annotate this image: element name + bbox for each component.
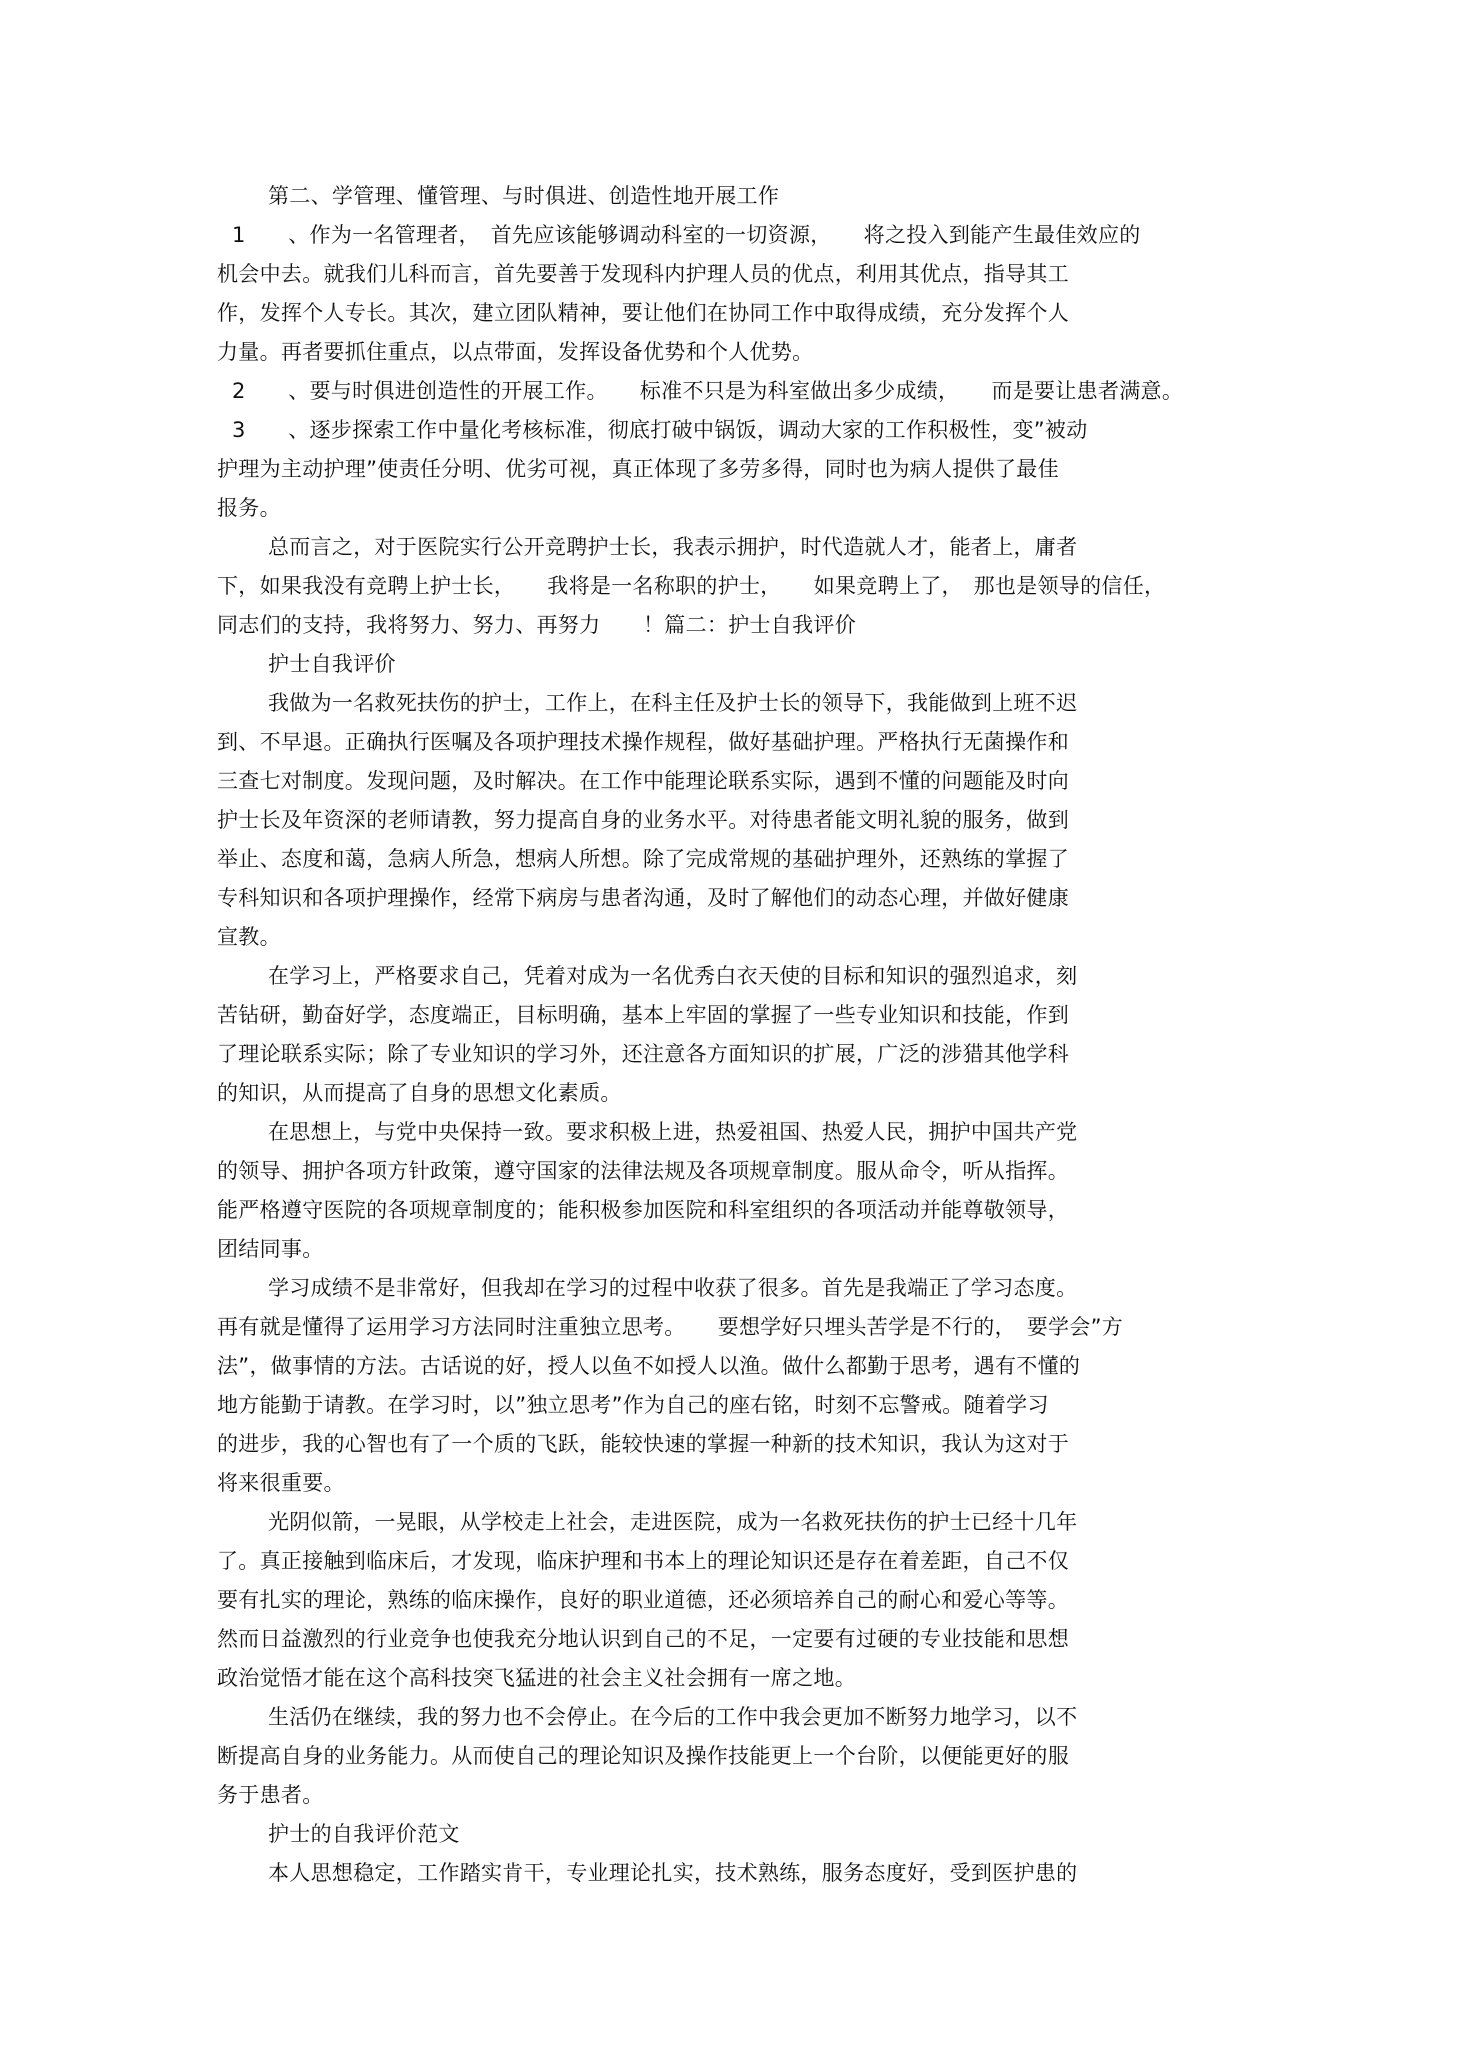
text-line: 的领导、拥护各项方针政策，遵守国家的法律法规及各项规章制度。服从命令，听从指挥。 xyxy=(217,1159,1069,1183)
text-line: 力量。再者要抓住重点，以点带面，发挥设备优势和个人优势。 xyxy=(217,340,814,364)
text-line: 报务。 xyxy=(217,496,281,520)
text-line: 然而日益激烈的行业竞争也使我充分地认识到自己的不足，一定要有过硬的专业技能和思想 xyxy=(217,1627,1069,1651)
text-line: 了理论联系实际；除了专业知识的学习外，还注意各方面知识的扩展，广泛的涉猎其他学科 xyxy=(217,1042,1069,1066)
text-line: 光阴似箭，一晃眼，从学校走上社会，走进医院，成为一名救死扶伤的护士已经十几年 xyxy=(268,1510,1078,1534)
text-line: 断提高自身的业务能力。从而使自己的理论知识及操作技能更上一个台阶，以便能更好的服 xyxy=(217,1744,1069,1768)
text-line: 2 、要与时俱进创造性的开展工作。 标准不只是为科室做出多少成绩， 而是要让患者满意。 xyxy=(232,379,1184,403)
text-line: 要有扎实的理论，熟练的临床操作，良好的职业道德，还必须培养自己的耐心和爱心等等。 xyxy=(217,1588,1069,1612)
text-line: 的进步，我的心智也有了一个质的飞跃，能较快速的掌握一种新的技术知识，我认为这对于 xyxy=(217,1432,1069,1456)
text-line: 三查七对制度。发现问题，及时解决。在工作中能理论联系实际，遇到不懂的问题能及时向 xyxy=(217,769,1069,793)
text-line: 宣教。 xyxy=(217,925,281,949)
text-line: 到、不早退。正确执行医嘱及各项护理技术操作规程，做好基础护理。严格执行无菌操作和 xyxy=(217,730,1069,754)
text-line: 本人思想稳定，工作踏实肯干，专业理论扎实，技术熟练，服务态度好，受到医护患的 xyxy=(268,1861,1078,1885)
text-line: 的知识，从而提高了自身的思想文化素质。 xyxy=(217,1081,622,1105)
text-line: 护理为主动护理”使责任分明、优劣可视，真正体现了多劳多得，同时也为病人提供了最佳 xyxy=(217,457,1059,481)
text-line: 举止、态度和蔼，急病人所急，想病人所想。除了完成常规的基础护理外，还熟练的掌握了 xyxy=(217,847,1069,871)
text-line: 机会中去。就我们儿科而言，首先要善于发现科内护理人员的优点，利用其优点，指导其工 xyxy=(217,262,1069,286)
text-line: 苦钻研，勤奋好学，态度端正，目标明确，基本上牢固的掌握了一些专业知识和技能，作到 xyxy=(217,1003,1069,1027)
text-line: 了。真正接触到临床后，才发现，临床护理和书本上的理论知识还是存在着差距，自己不仅 xyxy=(217,1549,1069,1573)
section-heading: 护士自我评价 xyxy=(268,652,396,676)
text-line: 政治觉悟才能在这个高科技突飞猛进的社会主义社会拥有一席之地。 xyxy=(217,1666,856,1690)
section-heading: 护士的自我评价范文 xyxy=(268,1822,460,1846)
text-line: 3 、逐步探索工作中量化考核标准，彻底打破中锅饭，调动大家的工作积极性，变”被动 xyxy=(232,418,1088,442)
text-line: 护士长及年资深的老师请教，努力提高自身的业务水平。对待患者能文明礼貌的服务，做到 xyxy=(217,808,1069,832)
text-line: 务于患者。 xyxy=(217,1783,324,1807)
text-line: 我做为一名救死扶伤的护士，工作上，在科主任及护士长的领导下，我能做到上班不迟 xyxy=(268,691,1078,715)
text-line: 生活仍在继续，我的努力也不会停止。在今后的工作中我会更加不断努力地学习，以不 xyxy=(268,1705,1078,1729)
text-line: 专科知识和各项护理操作，经常下病房与患者沟通，及时了解他们的动态心理，并做好健康 xyxy=(217,886,1069,910)
text-line: 再有就是懂得了运用学习方法同时注重独立思考。 要想学好只埋头苦学是不行的， 要学会”方 xyxy=(217,1315,1124,1339)
text-line: 能严格遵守医院的各项规章制度的；能积极参加医院和科室组织的各项活动并能尊敬领导， xyxy=(217,1198,1069,1222)
text-line: 将来很重要。 xyxy=(217,1471,345,1495)
text-line: 在学习上，严格要求自己，凭着对成为一名优秀白衣天使的目标和知识的强烈追求，刻 xyxy=(268,964,1078,988)
text-line: 1 、作为一名管理者， 首先应该能够调动科室的一切资源， 将之投入到能产生最佳效应的 xyxy=(232,223,1141,247)
text-line: 同志们的支持，我将努力、努力、再努力 ！篇二：护士自我评价 xyxy=(217,613,856,637)
text-line: 作，发挥个人专长。其次，建立团队精神，要让他们在协同工作中取得成绩，充分发挥个人 xyxy=(217,301,1069,325)
text-line: 在思想上，与党中央保持一致。要求积极上进，热爱祖国、热爱人民，拥护中国共产党 xyxy=(268,1120,1078,1144)
text-line: 总而言之，对于医院实行公开竞聘护士长，我表示拥护，时代造就人才，能者上，庸者 xyxy=(268,535,1078,559)
text-line: 下，如果我没有竞聘上护士长， 我将是一名称职的护士， 如果竞聘上了， 那也是领导的信任， xyxy=(217,574,1166,598)
text-line: 法”，做事情的方法。古话说的好，授人以鱼不如授人以渔。做什么都勤于思考，遇有不懂的 xyxy=(217,1354,1081,1378)
text-line: 团结同事。 xyxy=(217,1237,324,1261)
text-line: 地方能勤于请教。在学习时，以”独立思考”作为自己的座右铭，时刻不忘警戒。随着学习 xyxy=(217,1393,1049,1417)
text-line: 第二、学管理、懂管理、与时俱进、创造性地开展工作 xyxy=(268,184,780,208)
text-line: 学习成绩不是非常好，但我却在学习的过程中收获了很多。首先是我端正了学习态度。 xyxy=(268,1276,1078,1300)
